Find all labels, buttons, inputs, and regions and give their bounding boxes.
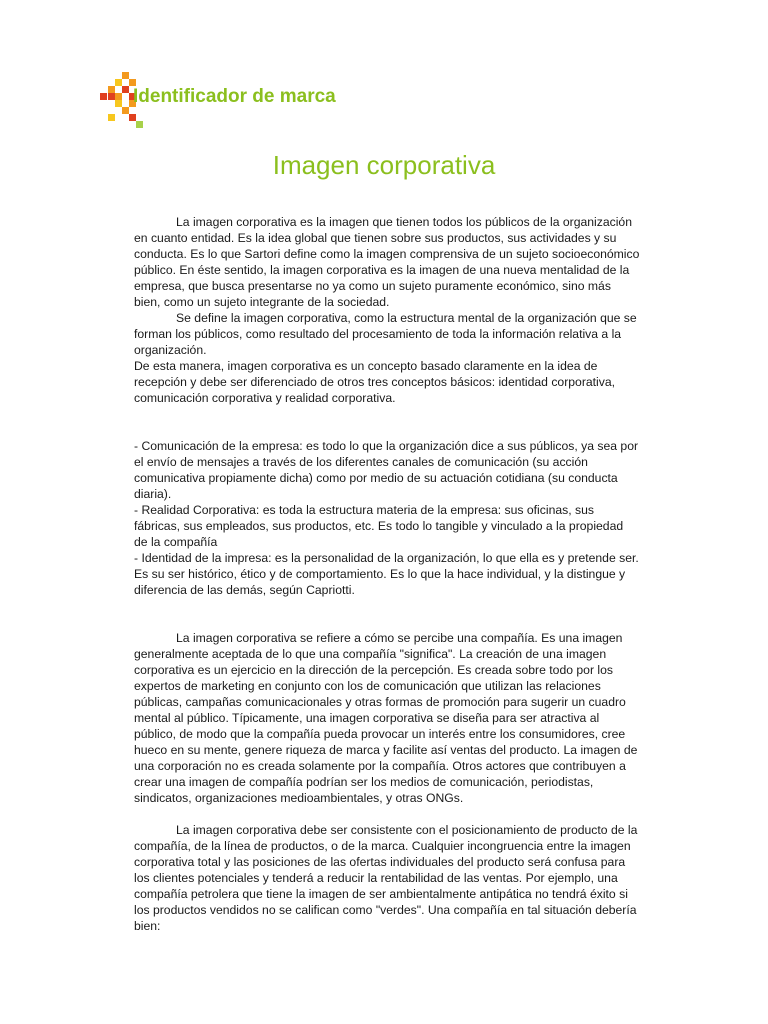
paragraph: Se define la imagen corporativa, como la estructura mental de la organización que se forman los públicos, como resultado del procesamiento de toda la información relativa a la organización. [134,311,637,357]
paragraph: La imagen corporativa es la imagen que tienen todos los públicos de la organización en cuanto entidad. Es la idea global que tienen sobre sus productos, sus actividades y su conducta. Es lo que Sartori define como la imagen comprensiva de un sujeto socioeconómico público. En éste sentido, la imagen corporativa es la imagen de una nueva mentalidad de la empresa, que busca presentarse no ya como un sujeto puramente económico, sino más bien, como un sujeto integrante de la sociedad. [134,215,640,309]
brand-title: Identificador de marca [133,86,336,107]
paragraph: La imagen corporativa debe ser consistente con el posicionamiento de producto de la compañía, de la línea de productos, o de la marca. Cualquier incongruencia entre la imagen corporativa total y las posiciones de las ofertas individuales del producto será confusa para los clientes potenciales y tenderá a reducir la rentabilidad de las ventas. Por ejemplo, una compañía petrolera que tiene la imagen de ser ambientalmente antipática no tendrá éxito si los productos vendidos no se califican como "verdes". Una compañía en tal situación debería bien: [134,823,638,933]
page-title: Imagen corporativa [272,150,496,180]
paragraph: La imagen corporativa se refiere a cómo se percibe una compañía. Es una imagen generalmente aceptada de lo que una compañía "significa". La creación de una imagen corporativa es un ejercicio en la dirección de la percepción. Es creada sobre todo por los expertos de marketing en conjunto con los de comunicación que utilizan las relaciones públicas, campañas comunicacionales y otras formas de promoción para sugerir un cuadro mental al público. Típicamente, una imagen corporativa se diseña para ser atractiva al público, de modo que la compañía pueda provocar un interés entre los consumidores, cree hueco en su mente, genere riqueza de marca y facilite así ventas del producto. La imagen de una corporación no es creada solamente por la compañía. Otros actores que contribuyen a crear una imagen de compañía podrían ser los medios de comunicación, periodistas, sindicatos, organizaciones medioambientales, y otras ONGs. [134,631,638,805]
paragraph: De esta manera, imagen corporativa es un concepto basado claramente en la idea de recepción y debe ser diferenciado de otros tres conceptos básicos: identidad corporativa, comunicación corporativa y realidad corporativa. [134,359,616,405]
spacer [134,806,640,822]
list-item: - Realidad Corporativa: es toda la estructura materia de la empresa: sus oficinas, sus fábricas, sus empleados, sus productos, etc. Es todo lo tangible y vinculado a la propiedad de la compañía [134,503,624,549]
document-body [134,214,640,934]
list-item: - Identidad de la impresa: es la personalidad de la organización, lo que ella es y pretende ser. Es su ser histórico, ético y de comportamiento. Es lo que la hace individual, y la distingue y diferencia de las demás, según Capriotti. [134,551,639,597]
list-item: - Comunicación de la empresa: es todo lo que la organización dice a sus públicos, ya sea por el envío de mensajes a través de los diferentes canales de comunicación (su acción comunicativa propiamente dicha) como por medio de su actuación cotidiana (su conducta diaria). [134,439,639,501]
spacer [134,406,640,438]
spacer [134,598,640,630]
